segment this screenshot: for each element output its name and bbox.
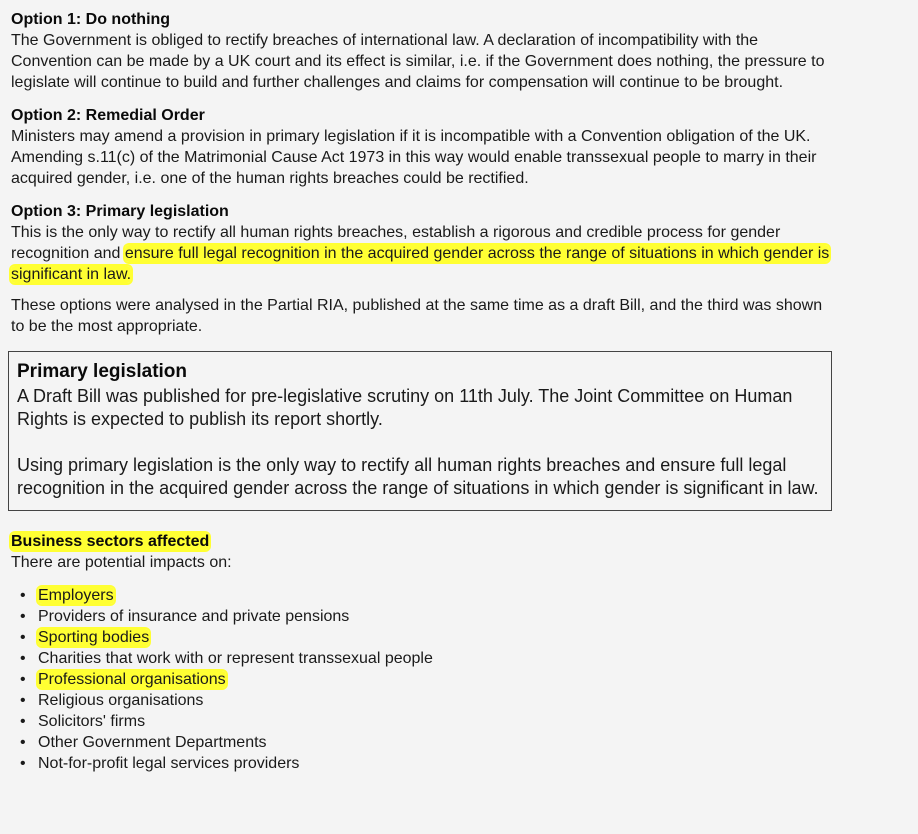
box-paragraph-2: Using primary legislation is the only way to rectify all human rights breaches and ensure full legal recognition in the acquired gender across the range of situations in which gender is significant in law. [17, 455, 819, 498]
option-3-highlighted-text: ensure full legal recognition in the acquired gender across the range of situations in which gender is significant in law. [11, 245, 830, 283]
list-item [20, 669, 833, 690]
list-item [20, 690, 833, 711]
list-item [20, 585, 833, 606]
list-item [20, 711, 833, 732]
option-1-text: The Government is obliged to rectify breaches of international law. A declaration of incompatibility with the Convention can be made by a UK court and its effect is similar, i.e. if the Government does nothing, the pressure to legislate will continue to build and further challenges and claims for compensation will continue to be brought. [11, 32, 825, 91]
option-2-text: Ministers may amend a provision in primary legislation if it is incompatible with a Convention obligation of the UK. Amending s.11(c) of the Matrimonial Cause Act 1973 in this way would enable transsexual people to marry in their acquired gender, i.e. one of the human rights breaches could be rectified. [11, 128, 817, 187]
business-sectors-title-text: Business sectors affected [11, 533, 210, 550]
option-1-title: Option 1: Do nothing [11, 11, 171, 28]
business-sectors-intro: There are potential impacts on: [11, 554, 232, 571]
list-item [20, 627, 833, 648]
bullet-icon: • [20, 629, 26, 646]
options-summary: These options were analysed in the Partial RIA, published at the same time as a draft Bill, and the third was shown to be the most appropriate. [11, 297, 823, 335]
bullet-icon: • [20, 671, 26, 688]
bullet-icon: • [20, 650, 26, 667]
bullet-icon: • [20, 692, 26, 709]
sector-label: Solicitors' firms [38, 713, 146, 730]
sector-label: Charities that work with or represent transsexual people [38, 650, 433, 667]
box-paragraph-1: A Draft Bill was published for pre-legislative scrutiny on 11th July. The Joint Committee on Human Rights is expected to publish its report shortly. [17, 386, 793, 429]
option-3 [11, 201, 833, 285]
sector-label: Religious organisations [38, 692, 204, 709]
bullet-icon: • [20, 734, 26, 751]
bullet-icon: • [20, 755, 26, 772]
option-3-text: This is the only way to rectify all human rights breaches, establish a rigorous and credible process for gender recognition and [11, 224, 781, 262]
option-1-body [11, 30, 833, 93]
primary-legislation-box [8, 351, 832, 511]
business-sectors-list [11, 585, 833, 774]
option-2-body [11, 126, 833, 189]
list-item [20, 606, 833, 627]
sector-label: Not-for-profit legal services providers [38, 755, 300, 772]
sector-label: Sporting bodies [38, 629, 150, 646]
option-3-title: Option 3: Primary legislation [11, 203, 229, 220]
business-sectors-title [11, 531, 833, 552]
sector-label: Providers of insurance and private pensions [38, 608, 350, 625]
option-1 [11, 9, 833, 93]
option-3-body [11, 222, 833, 285]
bullet-icon: • [20, 713, 26, 730]
list-item [20, 648, 833, 669]
sector-label: Employers [38, 587, 114, 604]
box-title: Primary legislation [17, 361, 188, 382]
list-item [20, 732, 833, 753]
document [11, 9, 833, 774]
bullet-icon: • [20, 608, 26, 625]
sector-label: Other Government Departments [38, 734, 267, 751]
bullet-icon: • [20, 587, 26, 604]
option-2-title: Option 2: Remedial Order [11, 107, 205, 124]
list-item [20, 753, 833, 774]
sector-label: Professional organisations [38, 671, 226, 688]
option-2 [11, 105, 833, 189]
